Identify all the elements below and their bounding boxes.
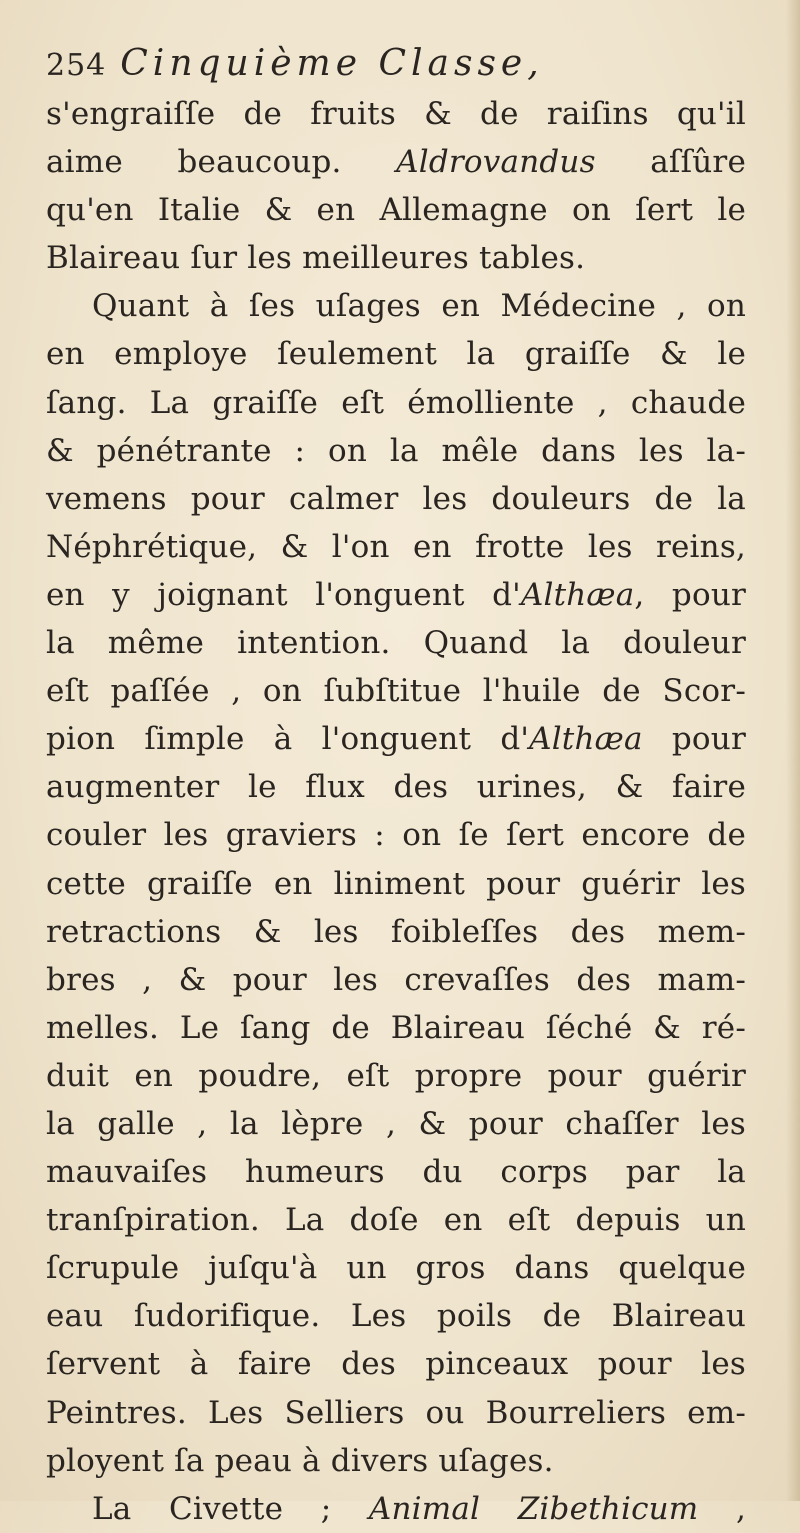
text-line xyxy=(46,427,746,475)
text-span: la même intention. Quand la douleur xyxy=(46,625,746,662)
text-line xyxy=(46,1389,746,1437)
text-span: eſt paſſée , on ſubſtitue l'huile de Scor- xyxy=(46,673,746,710)
text-span: vemens pour calmer les douleurs de la xyxy=(46,480,746,517)
text-line xyxy=(46,186,746,234)
text-span: pion ſimple à l'onguent d' xyxy=(46,721,530,758)
running-head xyxy=(46,38,746,90)
text-line xyxy=(46,1052,746,1100)
text-span: Peintres. Les Selliers ou Bourreliers em- xyxy=(46,1394,746,1431)
text-line xyxy=(46,763,746,811)
text-line xyxy=(46,619,746,667)
italic-name: Animal Zibethicum xyxy=(368,1490,699,1527)
text-span: aſſûre xyxy=(595,144,746,181)
text-line xyxy=(46,1437,746,1485)
italic-name: Aldrovandus xyxy=(396,144,596,181)
catchword-line xyxy=(46,1485,746,1533)
paragraph-first-line xyxy=(46,282,746,330)
text-line xyxy=(46,1148,746,1196)
text-span: duit en poudre, eſt propre pour guérir xyxy=(46,1057,746,1094)
text-line xyxy=(46,956,746,1004)
text-span: eau ſudorifique. Les poils de Blaireau xyxy=(46,1298,746,1335)
text-line xyxy=(46,1292,746,1340)
text-span: ſcrupule juſqu'à un gros dans quelque xyxy=(46,1250,746,1287)
text-span: qu'en Italie & en Allemagne on ſert le xyxy=(46,192,746,229)
text-line xyxy=(46,234,746,282)
text-span: couler les graviers : on ſe ſert encore de xyxy=(46,817,746,854)
text-line xyxy=(46,667,746,715)
text-span: ſervent à faire des pinceaux pour les xyxy=(46,1346,746,1383)
text-line xyxy=(46,475,746,523)
text-span: la galle , la lèpre , & pour chaſſer les xyxy=(46,1105,746,1142)
text-line xyxy=(46,1340,746,1388)
text-line xyxy=(46,90,746,138)
text-line xyxy=(46,1004,746,1052)
text-span: tranſpiration. La doſe en eſt depuis un xyxy=(46,1202,746,1239)
text-span: augmenter le flux des urines, & faire xyxy=(46,769,746,806)
text-line xyxy=(46,811,746,859)
text-span: pour xyxy=(642,721,746,758)
text-line xyxy=(46,1100,746,1148)
text-line xyxy=(46,860,746,908)
page-edge-shadow xyxy=(786,0,800,1501)
text-span: aime beaucoup. xyxy=(46,144,397,181)
text-line xyxy=(46,1244,746,1292)
text-span: s'engraiſſe de fruits & de raiſins qu'il xyxy=(46,96,746,132)
text-span: en y joignant l'onguent d' xyxy=(46,576,521,613)
text-line xyxy=(46,908,746,956)
running-title: Cinquième Classe, xyxy=(120,43,544,84)
text-span: en employe ſeulement la graiſſe & le xyxy=(46,336,746,373)
text-span: , xyxy=(698,1490,746,1527)
text-line xyxy=(46,523,746,571)
italic-name: Althæa xyxy=(529,721,643,758)
text-span: Quant à ſes uſages en Médecine , on xyxy=(92,288,746,325)
text-line xyxy=(46,1196,746,1244)
text-line xyxy=(46,379,746,427)
text-line xyxy=(46,138,746,186)
text-span: retractions & les foibleſſes des mem- xyxy=(46,913,746,950)
text-block xyxy=(46,38,746,1533)
text-span: Néphrétique, & l'on en frotte les reins, xyxy=(46,528,746,565)
text-span: & pénétrante : on la mêle dans les la- xyxy=(46,432,746,469)
text-line xyxy=(46,715,746,763)
text-line xyxy=(46,330,746,378)
text-span: La Civette ; xyxy=(92,1490,369,1527)
page-number: 254 xyxy=(46,48,107,83)
text-line xyxy=(46,571,746,619)
italic-name: Althæa xyxy=(520,576,635,613)
text-span: cette graiſſe en liniment pour guérir les xyxy=(46,865,746,902)
text-span: melles. Le ſang de Blaireau ſéché & ré- xyxy=(46,1009,746,1046)
text-span: bres , & pour les crevaſſes des mam- xyxy=(46,961,746,998)
text-span: ployent ſa peau à divers uſages. xyxy=(46,1442,554,1479)
text-span: Blaireau ſur les meilleures tables. xyxy=(46,240,586,277)
text-span: ſang. La graiſſe eſt émolliente , chaude xyxy=(46,384,746,421)
text-span: , pour xyxy=(634,576,747,613)
text-span: mauvaiſes humeurs du corps par la xyxy=(46,1154,746,1191)
